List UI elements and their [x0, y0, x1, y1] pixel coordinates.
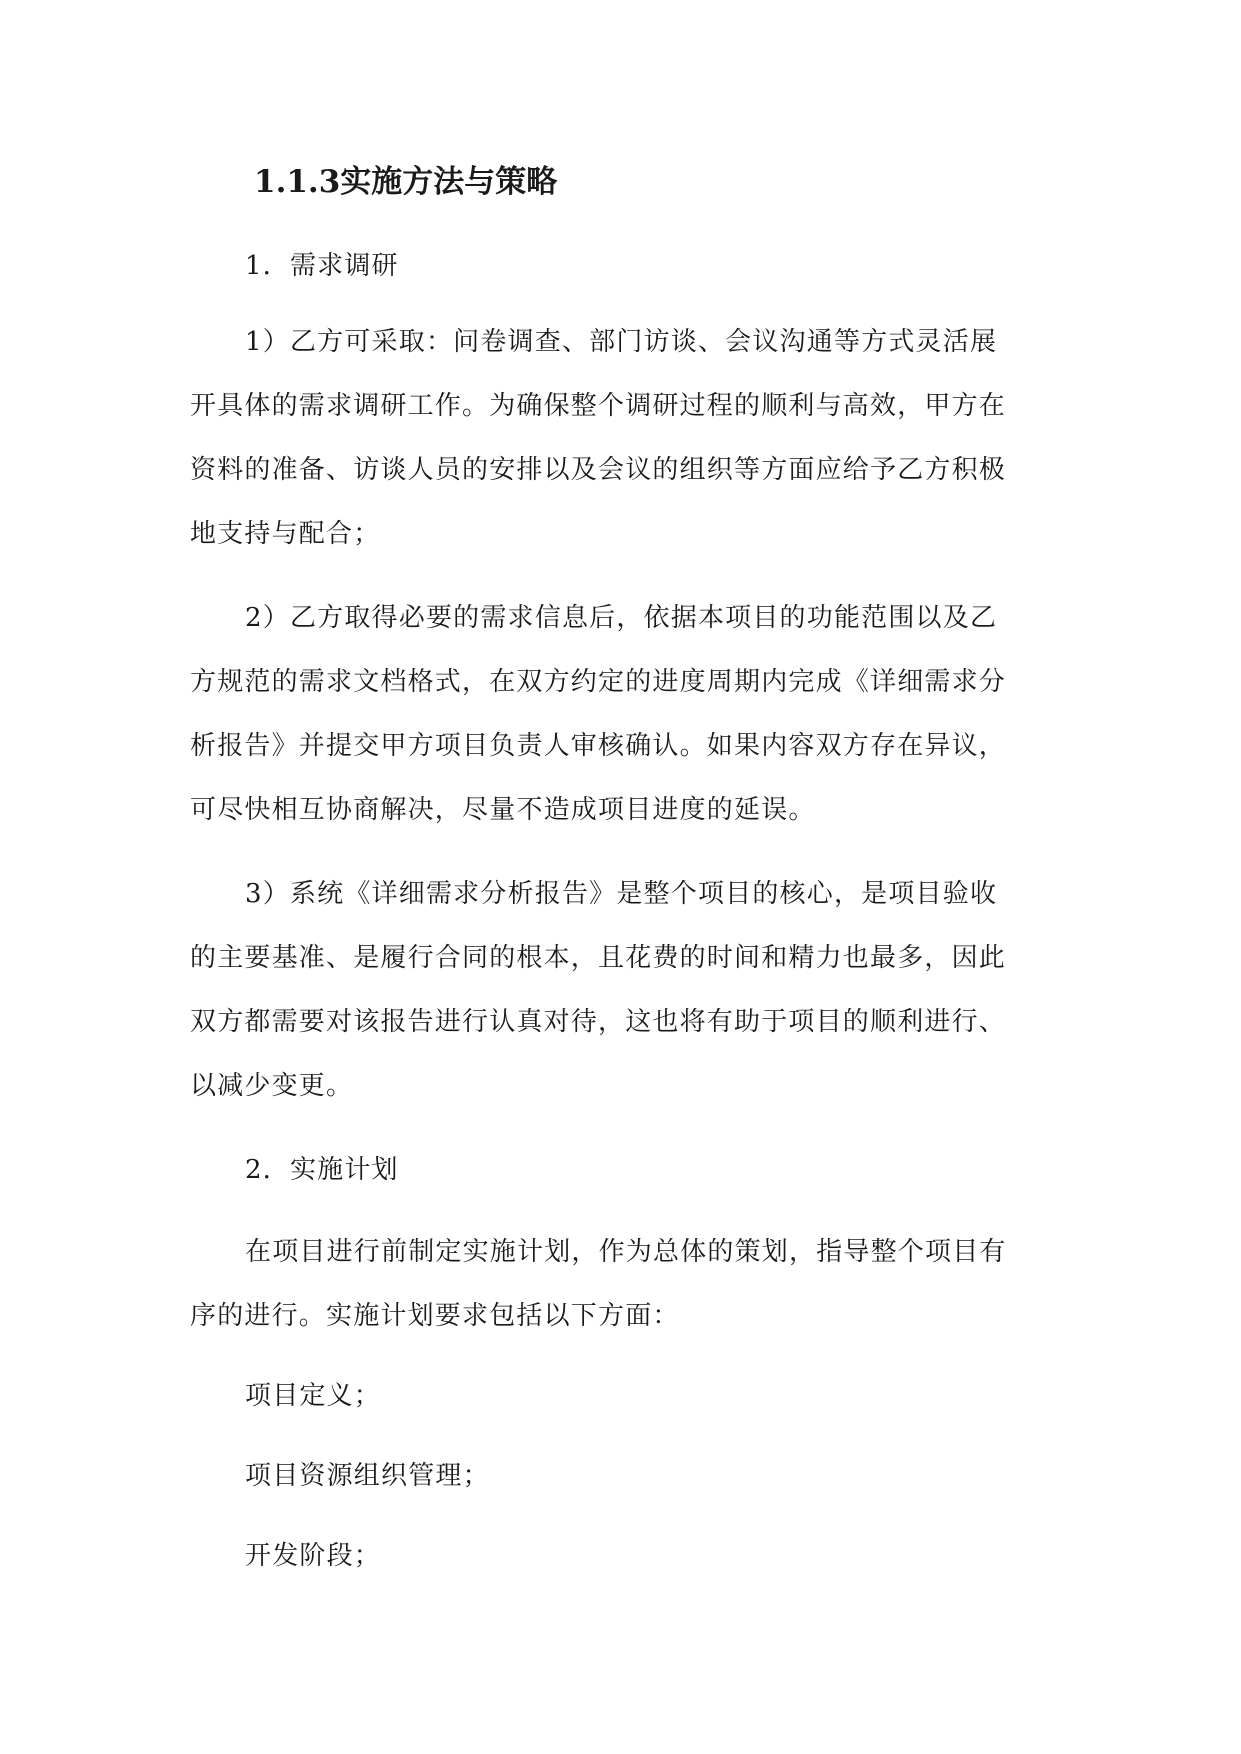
paragraph-1-line-3: 资料的准备、访谈人员的安排以及会议的组织等方面应给予乙方积极 [190, 455, 1007, 485]
paragraph-3-line-1: 3）系统《详细需求分析报告》是整个项目的核心，是项目验收 [245, 879, 998, 909]
paragraph-4-line-1: 在项目进行前制定实施计划，作为总体的策划，指导整个项目有 [245, 1237, 1007, 1267]
paragraph-3-line-2: 的主要基准、是履行合同的根本，且花费的时间和精力也最多，因此 [190, 943, 1007, 973]
plan-item: 开发阶段； [245, 1541, 382, 1571]
paragraph-2-line-4: 可尽快相互协商解决，尽量不造成项目进度的延误。 [190, 795, 816, 825]
paragraph-1-line-4: 地支持与配合； [190, 519, 381, 549]
paragraph-1-line-2: 开具体的需求调研工作。为确保整个调研过程的顺利与高效，甲方在 [190, 391, 1007, 421]
plan-item: 项目资源组织管理； [245, 1461, 490, 1491]
subsection-heading-1: 1．需求调研 [245, 251, 399, 281]
section-heading: 1.1.3实施方法与策略 [254, 164, 558, 200]
paragraph-2-line-2: 方规范的需求文档格式，在双方约定的进度周期内完成《详细需求分 [190, 667, 1007, 697]
paragraph-3-line-3: 双方都需要对该报告进行认真对待，这也将有助于项目的顺利进行、 [190, 1007, 1007, 1037]
paragraph-2-line-1: 2）乙方取得必要的需求信息后，依据本项目的功能范围以及乙 [245, 603, 998, 633]
paragraph-1-line-1: 1）乙方可采取：问卷调查、部门访谈、会议沟通等方式灵活展 [245, 327, 998, 357]
paragraph-3-line-4: 以减少变更。 [190, 1071, 354, 1101]
paragraph-4-line-2: 序的进行。实施计划要求包括以下方面： [190, 1301, 680, 1331]
paragraph-2-line-3: 析报告》并提交甲方项目负责人审核确认。如果内容双方存在异议， [190, 731, 1007, 761]
plan-item: 项目定义； [245, 1381, 382, 1411]
subsection-heading-2: 2．实施计划 [245, 1155, 399, 1185]
